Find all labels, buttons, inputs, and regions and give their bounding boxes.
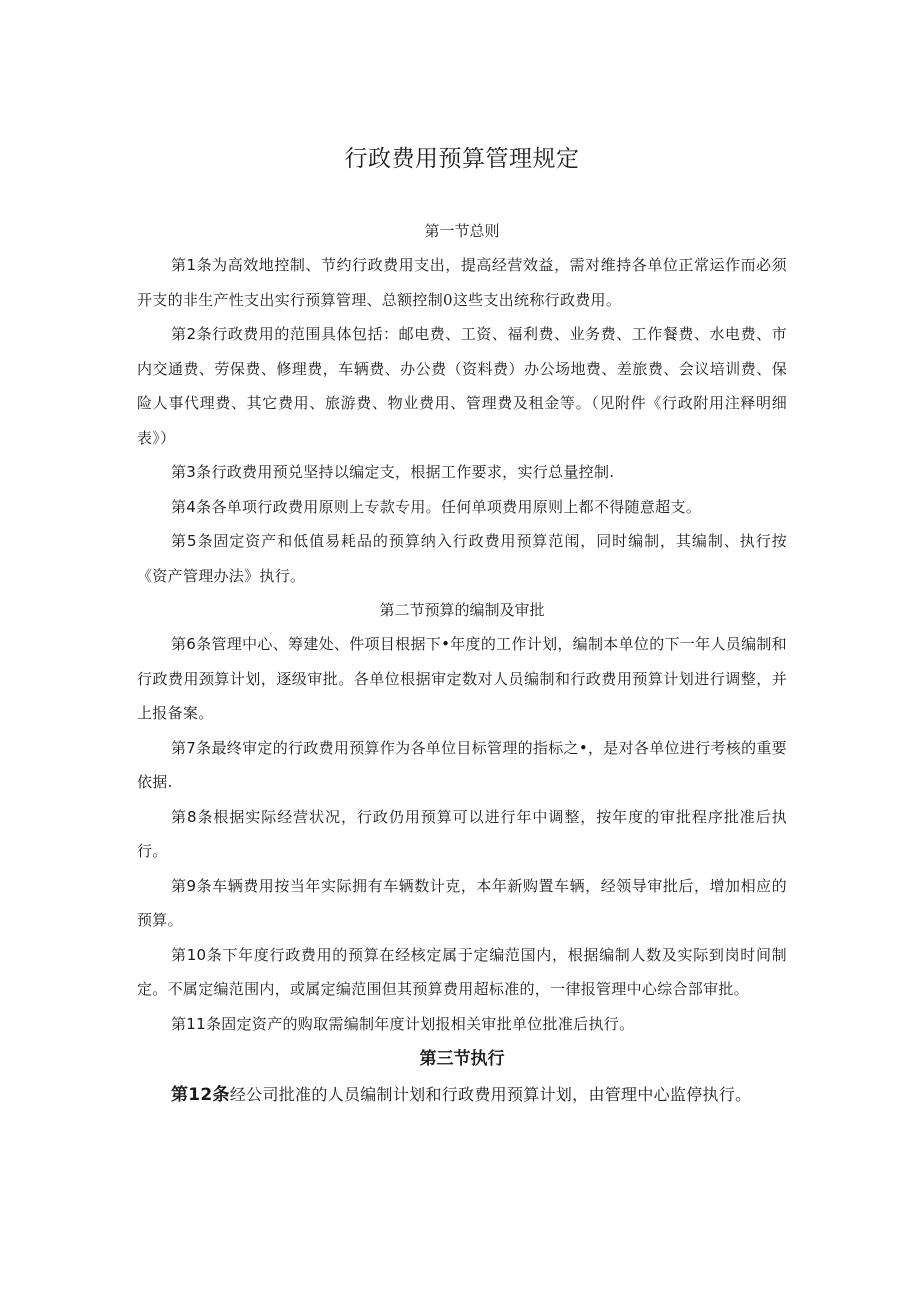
document-title: 行政费用预算管理规定 <box>344 146 580 172</box>
article-text: 固定资产和低值易耗品的预算纳入行政费用预算范闱，同时编制，其编制、执行按《资产管理办法》执行。 <box>137 532 787 585</box>
article-8 <box>137 800 787 869</box>
article-number: 第9条 <box>171 876 213 895</box>
article-text: 为高效地控制、节约行政费用支出，提高经营效益，需对维持各单位正常运作而必须开支的非生产性支出实行预算管理、总额控制0这些支出统称行政费用。 <box>137 256 787 309</box>
article-number: 第4条 <box>171 497 212 516</box>
document-body <box>137 214 787 1113</box>
article-number: 第2条 <box>171 325 213 343</box>
article-3 <box>137 455 787 490</box>
article-12 <box>137 1077 787 1113</box>
article-number: 第5条 <box>171 532 214 550</box>
section-heading-1: 第一节总则 <box>424 222 500 240</box>
article-number: 第8条 <box>171 807 214 826</box>
article-text: 最终审定的行政费用预算作为各单位目标管理的指标之•，是对各单位进行考核的重要依据. <box>137 738 787 791</box>
section-heading-3: 第三节执行 <box>419 1049 505 1069</box>
article-6 <box>137 627 787 731</box>
article-text: 行政费用的范围具体包括：邮电费、工资、福利费、业务费、工作餐费、水电费、市内交通费、劳保费、修理费，车辆费、办公费（资料费）办公场地费、差旅费、会议培训费、保险人事代理费、其它费用、旅游费、物业费用、管理费及租金等。（见附件《行政附用注释明细表》） <box>137 325 787 447</box>
article-number: 第11条 <box>171 1014 222 1033</box>
article-text: 根据实际经营状况，行政仍用预算可以进行年中调整，按年度的审批程序批准后执行。 <box>137 807 787 860</box>
article-number: 第10条 <box>171 945 223 964</box>
article-text: 车辆费用按当年实际拥有车辆数计克，本年新购置车辆，经领导审批后，增加相应的预算。 <box>137 876 787 929</box>
article-7 <box>137 731 787 800</box>
section-heading-2: 第二节预算的编制及审批 <box>379 601 545 619</box>
article-number: 第1条 <box>171 256 213 274</box>
article-number: 第7条 <box>171 738 212 757</box>
article-5 <box>137 524 787 593</box>
article-9 <box>137 869 787 938</box>
article-1 <box>137 248 787 317</box>
article-number: 第3条 <box>171 463 212 481</box>
article-text: 管理中心、筹建处、件项目根据下•年度的工作计划，编制本单位的下一年人员编制和行政费用颈算计划，逐级审批。各单位根据审定数对人员编制和行政费用预算计划进行调整，并上报备案。 <box>137 635 787 722</box>
article-10 <box>137 938 787 1007</box>
article-text: 下年度行政费用的预算在经核定属于定编范国内，根据编制人数及实际到岗时间制定。不属定编范围内，或属定编范围但其预算费用超标准的，一律报管理中心综合部审批。 <box>137 945 787 998</box>
article-text: 固定资产的购取需编制年度计划报相关审批单位批准后执行。 <box>221 1014 635 1033</box>
article-4 <box>137 490 787 525</box>
article-text: 行政费用预兑坚持以编定支，根据工作要求，实行总量控制. <box>211 463 615 481</box>
article-number: 第6条 <box>171 635 212 653</box>
article-2 <box>137 317 787 455</box>
article-text: 各单项行政费用原则上专款专用。任何单项费用原则上都不得随意超支。 <box>211 497 702 516</box>
article-number: 第12条 <box>171 1085 230 1105</box>
article-11 <box>137 1007 787 1042</box>
article-text: 经公司批准的人员编制计划和行政费用预算计划，由管理中心监停执行。 <box>229 1085 752 1104</box>
